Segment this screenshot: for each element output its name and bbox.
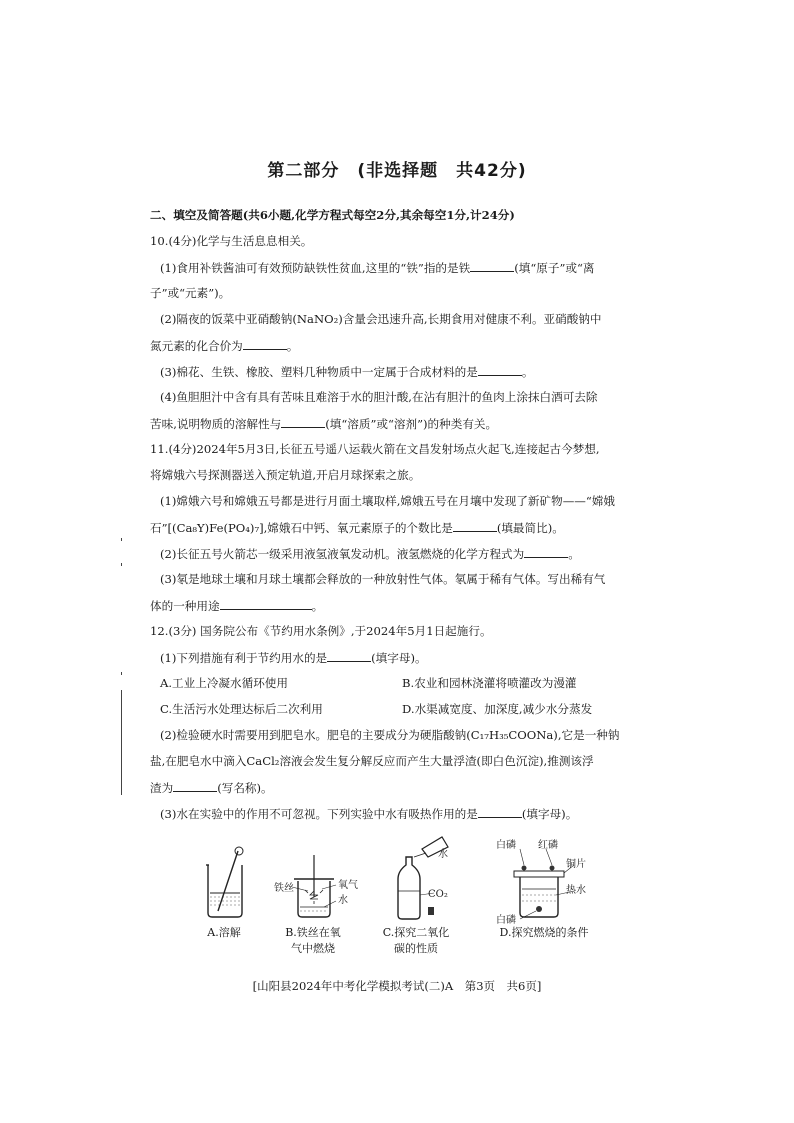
answer-blank[interactable] xyxy=(327,649,371,662)
label-copper-sheet: 铜片 xyxy=(566,859,586,870)
caption-a: A.溶解 xyxy=(207,926,241,939)
figure-b-iron-burning xyxy=(274,855,358,917)
q11-stem-line2: 将嫦娥六号探测器送入预定轨道,开启月球探索之旅。 xyxy=(150,468,421,482)
margin-binding-line xyxy=(121,690,122,795)
q10-part2-line2: 氮元素的化合价为 。 xyxy=(150,339,299,353)
q10-part1-line1: (1)食用补铁酱油可有效预防缺铁性贫血,这里的“铁”指的是铁 (填“原子”或“离 xyxy=(160,261,595,275)
label-water-c: 水 xyxy=(438,849,448,860)
q10-stem: 10.(4分)化学与生活息息相关。 xyxy=(150,234,313,248)
q10-part4-line2: 苦味,说明物质的溶解性与 (填“溶质”或“溶剂”)的种类有关。 xyxy=(150,417,498,431)
q11-stem-line1: 11.(4分)2024年5月3日,长征五号遥八运载火箭在文昌发射场点火起飞,连接起古今梦想, xyxy=(150,442,600,456)
caption-b: B.铁丝在氧 气中燃烧 xyxy=(285,926,341,955)
answer-blank[interactable] xyxy=(173,779,217,792)
figure-d-combustion-conditions xyxy=(496,838,586,925)
answer-blank[interactable] xyxy=(470,259,514,272)
margin-mark xyxy=(121,672,122,675)
answer-blank[interactable] xyxy=(281,415,325,428)
answer-blank[interactable] xyxy=(243,337,287,350)
label-oxygen: 氧气 xyxy=(338,880,358,891)
section-heading: 二、填空及简答题(共6小题,化学方程式每空2分,其余每空1分,计24分) xyxy=(150,208,515,222)
page-title: 第二部分 (非选择题 共42分) xyxy=(267,161,527,181)
q12-stem: 12.(3分) 国务院公布《节约用水条例》,于2024年5月1日起施行。 xyxy=(150,624,492,638)
answer-blank[interactable] xyxy=(220,597,312,610)
q11-part3-line1: (3)氡是地球土壤和月球土壤都会释放的一种放射性气体。氡属于稀有气体。写出稀有气 xyxy=(160,572,606,586)
q12-part2-line3: 渣为 (写名称)。 xyxy=(150,781,273,795)
q10-part1-line2: 子”或“元素”)。 xyxy=(150,286,231,300)
label-red-phosphorus: 红磷 xyxy=(538,840,558,851)
label-white-phosphorus-bottom: 白磷 xyxy=(496,915,516,925)
label-hot-water: 热水 xyxy=(566,885,586,896)
caption-c: C.探究二氧化 碳的性质 xyxy=(382,926,450,955)
q12-option-a: A.工业上冷凝水循环使用 xyxy=(160,676,288,690)
q10-part2-line1: (2)隔夜的饭菜中亚硝酸钠(NaNO₂)含量会迅速升高,长期食用对健康不利。亚硝酸钠中 xyxy=(160,312,602,326)
margin-mark xyxy=(121,538,122,541)
q12-option-b: B.农业和园林浇灌将喷灌改为漫灌 xyxy=(402,676,577,690)
caption-d: D.探究燃烧的条件 xyxy=(499,926,589,939)
label-iron-wire: 铁丝 xyxy=(274,883,294,894)
answer-blank[interactable] xyxy=(453,519,497,532)
q12-option-d: D.水渠减宽度、加深度,减少水分蒸发 xyxy=(402,702,593,716)
figure-c-co2-properties xyxy=(398,837,448,919)
margin-mark xyxy=(121,563,122,566)
page-footer: [山阳县2024年中考化学模拟考试(二)A 第3页 共6页] xyxy=(252,979,542,993)
q11-part2: (2)长征五号火箭芯一级采用液氢液氧发动机。液氢燃烧的化学方程式为 。 xyxy=(160,547,580,561)
q12-part1: (1)下列措施有利于节约用水的是 (填字母)。 xyxy=(160,651,427,665)
q11-part1-line2: 石”[(Ca₈Y)Fe(PO₄)₇],嫦娥石中钙、氧元素原子的个数比是 (填最简比)。 xyxy=(150,521,564,535)
q10-part4-line1: (4)鱼胆胆汁中含有具有苦味且难溶于水的胆汁酸,在沾有胆汁的鱼肉上涂抹白酒可去除 xyxy=(160,390,598,404)
q12-part2-line1: (2)检验硬水时需要用到肥皂水。肥皂的主要成分为硬脂酸钠(C₁₇H₃₅COONa),它是一种钠 xyxy=(160,728,620,742)
figure-a-dissolving xyxy=(206,847,243,917)
label-white-phosphorus-top: 白磷 xyxy=(496,840,516,851)
q12-part3: (3)水在实验中的作用不可忽视。下列实验中水有吸热作用的是 (填字母)。 xyxy=(160,807,578,821)
q10-part3: (3)棉花、生铁、橡胶、塑料几种物质中一定属于合成材料的是 。 xyxy=(160,365,534,379)
answer-blank[interactable] xyxy=(478,805,522,818)
label-co2: CO₂ xyxy=(428,889,448,900)
experiment-figures xyxy=(190,835,610,925)
label-water-b: 水 xyxy=(338,895,348,906)
q12-option-c: C.生活污水处理达标后二次利用 xyxy=(160,702,323,716)
q11-part3-line2: 体的一种用途 。 xyxy=(150,599,324,613)
answer-blank[interactable] xyxy=(524,545,568,558)
q11-part1-line1: (1)嫦娥六号和嫦娥五号都是进行月面土壤取样,嫦娥五号在月壤中发现了新矿物——“嫦娥 xyxy=(160,494,616,508)
answer-blank[interactable] xyxy=(478,363,522,376)
q12-part2-line2: 盐,在肥皂水中滴入CaCl₂溶液会发生复分解反应而产生大量浮渣(即白色沉淀),推测该浮 xyxy=(150,754,594,768)
